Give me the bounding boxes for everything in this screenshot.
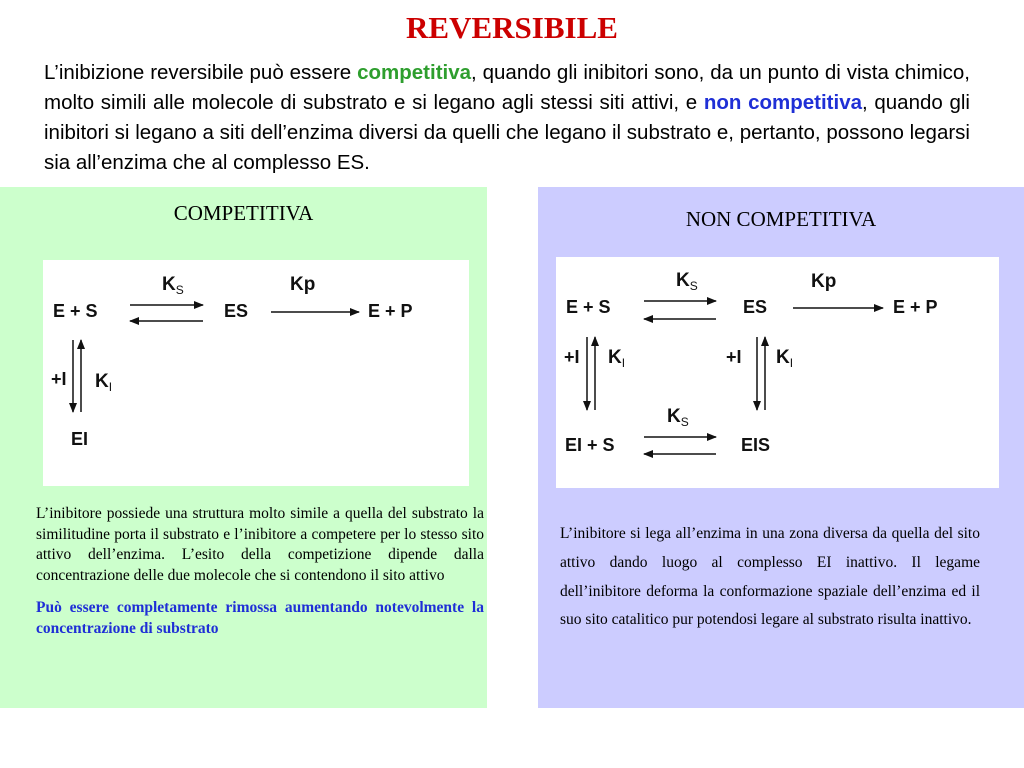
kp-label: Kp (290, 274, 316, 295)
ki-label-right: $K_I$ (776, 347, 794, 370)
plus-i-label-left: +I (564, 347, 580, 367)
intro-text-2: , quando gli inibitori sono, da un punto di vista chimico, molto simili alle molecole di substrato e si legano agli stessi siti attivi, e (44, 61, 970, 114)
noncompetitive-scheme (556, 257, 999, 488)
competitive-text: L’inibitore possiede una struttura molto simile a quella del substrato la similitudine porta il substrato e l’inibitore a competere per lo stesso sito attivo dell’enzima. L’esito della competizione dipende dalla concentrazione delle due molecole che si contendono il sito attivo (36, 505, 484, 584)
eis-label: EIS (741, 435, 771, 455)
keyword-competitiva: competitiva (357, 61, 472, 84)
noncompetitive-panel (538, 187, 1024, 708)
intro-text-3: , quando gli inibitori si legano a siti dell’enzima diversi da quelli che legano il substrato e, pertanto, possono legarsi sia all’enzima che al complesso ES. (44, 91, 970, 174)
noncompetitive-text: L’inibitore si lega all’enzima in una zona diversa da quella del sito attivo dando luogo al complesso EI inattivo. Il legame dell’inibitore deforma la conformazione spaziale dell’enzima ed il suo sito catalitico pur potendosi legare al substrato risulta inattivo. (560, 525, 980, 629)
ks-label-top: $K_S$ (676, 270, 698, 293)
ki-label: $K_I$ (95, 371, 113, 394)
plus-i-label-right: +I (726, 347, 742, 367)
e-plus-s-label: E + S (53, 301, 98, 321)
kp-label: Kp (811, 271, 837, 292)
e-plus-p-label: E + P (893, 297, 938, 317)
es-label: ES (743, 297, 768, 317)
competitive-panel (0, 187, 487, 708)
ei-plus-s-label: EI + S (565, 435, 615, 455)
ks-label-bottom: $K_S$ (667, 406, 689, 429)
ki-label-left: $K_I$ (608, 347, 626, 370)
competitive-note: Può essere completamente rimossa aumentando notevolmente la concentrazione di substrato (36, 599, 484, 637)
e-plus-s-label: E + S (566, 297, 611, 317)
ei-label: EI (71, 429, 89, 449)
noncompetitive-diagram (556, 257, 999, 488)
slide-title: REVERSIBILE (406, 10, 618, 45)
competitive-scheme (43, 260, 469, 486)
competitive-heading: COMPETITIVA (173, 201, 314, 225)
competitive-description (36, 504, 484, 640)
keyword-non-competitiva: non competitiva (703, 91, 862, 114)
intro-text-1: L’inibizione reversibile può essere (44, 61, 358, 84)
e-plus-p-label: E + P (368, 301, 413, 321)
intro-paragraph (44, 58, 970, 186)
plus-i-label: +I (51, 369, 67, 389)
noncompetitive-heading: NON COMPETITIVA (685, 207, 877, 231)
competitive-diagram (43, 260, 469, 486)
noncompetitive-description (560, 520, 980, 635)
es-label: ES (224, 301, 249, 321)
ks-label: $K_S$ (162, 274, 184, 297)
